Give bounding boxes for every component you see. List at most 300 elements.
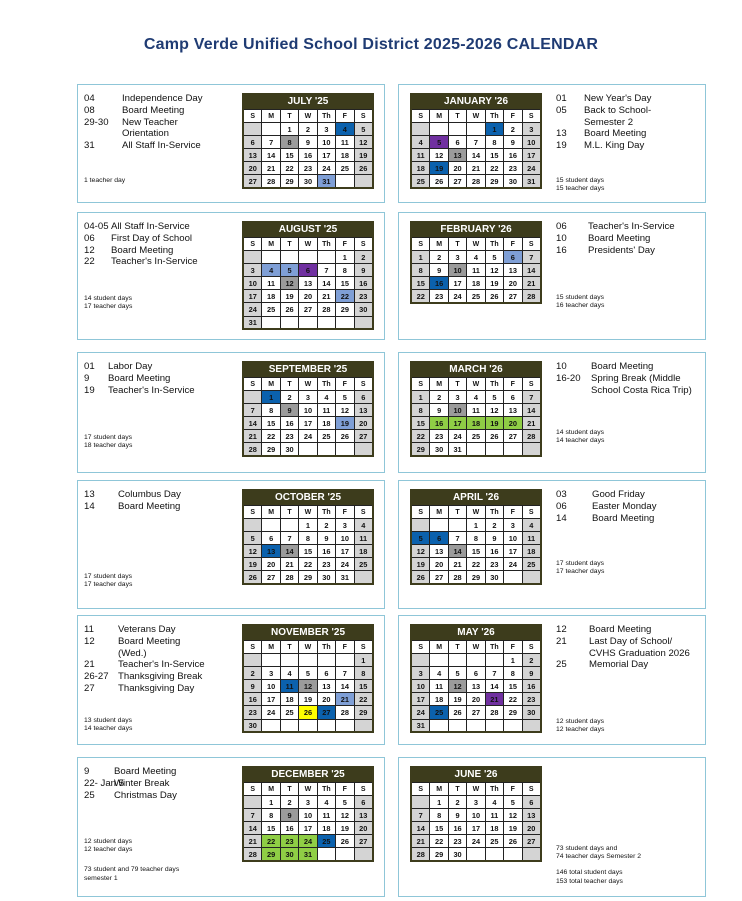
day-cell: 5 [280, 264, 298, 277]
week-row [244, 417, 373, 430]
day-cell: 5 [504, 796, 522, 809]
day-cell: 7 [467, 136, 485, 149]
day-cell: 14 [448, 545, 466, 558]
day-cell: 3 [467, 796, 485, 809]
month-calendar-jul [243, 94, 373, 189]
week-row [412, 809, 541, 822]
day-cell: 24 [262, 706, 280, 719]
day-cell: 14 [522, 404, 540, 417]
weekday-label: M [430, 378, 448, 391]
day-cell: 27 [354, 430, 372, 443]
event-date: 01 [84, 361, 95, 372]
day-cell: 17 [467, 822, 485, 835]
day-cell: 1 [412, 391, 430, 404]
weekday-label: Th [317, 110, 335, 123]
day-cell: 9 [354, 264, 372, 277]
event-line [556, 245, 736, 257]
day-count-note: 15 student days [556, 294, 604, 301]
day-cell: 15 [504, 680, 522, 693]
day-cell: 28 [412, 848, 430, 861]
empty-cell [485, 719, 503, 732]
week-row [412, 149, 541, 162]
event-line [84, 489, 244, 501]
event-date: 16 [556, 244, 567, 256]
event-date: 25 [84, 789, 95, 801]
day-cell: 9 [430, 404, 448, 417]
month-header: DECEMBER '25 [243, 767, 373, 782]
day-cell: 5 [412, 532, 430, 545]
day-cell: 25 [262, 303, 280, 316]
week-row [244, 519, 373, 532]
week-row [412, 719, 541, 732]
week-row [412, 545, 541, 558]
weekday-row [412, 641, 541, 654]
month-header: JANUARY '26 [411, 94, 541, 109]
day-cell: 31 [522, 175, 540, 188]
week-row [244, 404, 373, 417]
empty-cell [299, 443, 317, 456]
event-title: Spring Break (Middle [591, 372, 681, 384]
event-date: 12 [84, 635, 95, 647]
weekday-label: W [467, 783, 485, 796]
day-cell: 12 [504, 809, 522, 822]
day-cell: 22 [299, 558, 317, 571]
day-cell: 14 [522, 264, 540, 277]
day-cell: 15 [280, 149, 298, 162]
weekday-label: T [448, 110, 466, 123]
weekday-label: W [467, 110, 485, 123]
day-cell: 29 [262, 848, 280, 861]
empty-cell [467, 123, 485, 136]
day-count-note: 74 teacher days Semester 2 [556, 853, 642, 861]
day-cell: 16 [485, 545, 503, 558]
day-cell: 17 [336, 545, 354, 558]
week-row [244, 430, 373, 443]
week-row [244, 303, 373, 316]
day-cell: 14 [317, 277, 335, 290]
weekday-label: S [354, 378, 372, 391]
event-title: Teacher's In-Service [118, 659, 205, 671]
day-cell: 14 [485, 680, 503, 693]
day-cell: 13 [317, 680, 335, 693]
day-cell: 12 [448, 680, 466, 693]
day-cell: 12 [354, 136, 372, 149]
empty-cell [336, 443, 354, 456]
day-cell: 5 [430, 136, 448, 149]
day-cell: 25 [317, 835, 335, 848]
day-count-note: 17 teacher days [556, 568, 605, 576]
event-line [556, 221, 736, 233]
weekday-label: W [467, 238, 485, 251]
empty-cell [280, 316, 298, 329]
day-cell: 9 [522, 667, 540, 680]
empty-cell [504, 571, 522, 584]
day-cell: 12 [485, 264, 503, 277]
empty-cell [467, 654, 485, 667]
day-cell: 26 [448, 706, 466, 719]
day-cell: 24 [467, 835, 485, 848]
event-line [556, 93, 736, 105]
day-cell: 25 [467, 430, 485, 443]
weekday-label: S [412, 506, 430, 519]
day-cell: 22 [430, 835, 448, 848]
event-line [84, 624, 244, 636]
day-cell: 24 [299, 835, 317, 848]
day-cell: 3 [412, 667, 430, 680]
event-date: 21 [556, 635, 567, 647]
day-cell: 4 [280, 667, 298, 680]
day-cell: 1 [262, 796, 280, 809]
month-calendar-sep [243, 362, 373, 457]
weekday-label: Th [485, 641, 503, 654]
event-title: All Staff In-Service [111, 221, 190, 232]
day-cell: 8 [504, 667, 522, 680]
event-line [84, 671, 244, 683]
empty-cell [467, 848, 485, 861]
day-cell: 23 [448, 835, 466, 848]
day-cell: 1 [485, 123, 503, 136]
day-cell: 24 [448, 290, 466, 303]
day-cell: 19 [244, 558, 262, 571]
day-cell: 7 [317, 264, 335, 277]
day-cell: 8 [262, 404, 280, 417]
weekday-label: S [412, 378, 430, 391]
empty-cell [299, 316, 317, 329]
day-cell: 26 [244, 571, 262, 584]
event-line [84, 233, 244, 245]
day-cell: 1 [262, 391, 280, 404]
day-cell: 29 [262, 443, 280, 456]
day-cell: 8 [280, 136, 298, 149]
week-row [244, 532, 373, 545]
weekday-label: W [467, 378, 485, 391]
month-grid [411, 782, 541, 862]
event-date: 9 [84, 766, 90, 777]
event-line [84, 245, 244, 257]
day-cell: 28 [280, 571, 298, 584]
day-cell: 23 [522, 693, 540, 706]
day-cell: 30 [430, 443, 448, 456]
day-cell: 7 [336, 667, 354, 680]
empty-cell [467, 443, 485, 456]
total-days-note: 73 student and 79 teacher days [84, 866, 180, 873]
event-title: Memorial Day [589, 659, 649, 671]
weekday-label: M [262, 238, 280, 251]
day-cell: 16 [244, 693, 262, 706]
week-row [244, 136, 373, 149]
month-grid [411, 377, 541, 457]
day-cell: 14 [467, 149, 485, 162]
week-row [412, 693, 541, 706]
day-cell: 14 [412, 822, 430, 835]
week-row [244, 277, 373, 290]
event-line [556, 636, 736, 648]
day-cell: 15 [485, 149, 503, 162]
day-cell: 4 [412, 136, 430, 149]
empty-cell [430, 123, 448, 136]
empty-cell [280, 519, 298, 532]
day-cell: 15 [354, 680, 372, 693]
day-cell: 27 [299, 303, 317, 316]
day-cell: 3 [299, 796, 317, 809]
day-cell: 27 [504, 430, 522, 443]
day-cell: 9 [485, 532, 503, 545]
week-row [412, 532, 541, 545]
empty-cell [354, 719, 372, 732]
week-row [412, 162, 541, 175]
day-cell: 7 [448, 532, 466, 545]
day-cell: 3 [299, 391, 317, 404]
month-grid [411, 640, 541, 733]
week-row [412, 571, 541, 584]
day-cell: 22 [262, 835, 280, 848]
day-cell: 12 [280, 277, 298, 290]
week-row [412, 277, 541, 290]
empty-cell [522, 848, 540, 861]
day-cell: 23 [430, 290, 448, 303]
weekday-label: F [336, 783, 354, 796]
empty-cell [430, 654, 448, 667]
day-cell: 1 [430, 796, 448, 809]
day-cell: 11 [467, 404, 485, 417]
event-line [84, 140, 244, 152]
total-days-note: 146 total student days [556, 869, 623, 876]
day-cell: 8 [430, 809, 448, 822]
weekday-label: T [280, 641, 298, 654]
day-cell: 11 [262, 277, 280, 290]
day-count-note: 15 teacher days [556, 185, 605, 193]
day-cell: 19 [430, 162, 448, 175]
event-title: Labor Day [108, 361, 153, 372]
day-count-note: 17 student days [84, 573, 132, 580]
day-cell: 28 [317, 303, 335, 316]
month-header: APRIL '26 [411, 490, 541, 505]
event-date: 05 [556, 104, 567, 116]
weekday-row [244, 783, 373, 796]
day-count-note: 12 student days [556, 718, 604, 725]
weekday-label: S [522, 641, 540, 654]
day-cell: 15 [299, 545, 317, 558]
event-title: Good Friday [592, 489, 645, 500]
event-title: New Year's Day [584, 93, 652, 104]
day-cell: 17 [448, 417, 466, 430]
day-cell: 17 [448, 277, 466, 290]
day-cell: 30 [317, 571, 335, 584]
day-cell: 31 [412, 719, 430, 732]
event-line [556, 128, 736, 140]
week-row [244, 162, 373, 175]
day-cell: 24 [317, 162, 335, 175]
month-header: MAY '26 [411, 625, 541, 640]
weekday-label: Th [317, 506, 335, 519]
day-cell: 19 [354, 149, 372, 162]
day-cell: 4 [467, 391, 485, 404]
day-cell: 7 [522, 251, 540, 264]
day-cell: 25 [430, 706, 448, 719]
day-cell: 7 [244, 809, 262, 822]
month-grid [243, 782, 373, 862]
day-cell: 27 [522, 835, 540, 848]
total-days-note: semester 1 [84, 874, 118, 882]
empty-cell [354, 848, 372, 861]
week-row [412, 404, 541, 417]
day-cell: 8 [262, 809, 280, 822]
day-cell: 6 [467, 667, 485, 680]
event-title: Teacher's In-Service [111, 256, 198, 268]
event-date: 19 [556, 140, 567, 152]
day-cell: 6 [354, 796, 372, 809]
event-date: 06 [556, 500, 567, 512]
weekday-row [244, 378, 373, 391]
empty-cell [522, 443, 540, 456]
day-cell: 26 [412, 571, 430, 584]
day-cell: 19 [485, 277, 503, 290]
day-cell: 4 [317, 796, 335, 809]
event-date: 10 [556, 232, 567, 244]
day-cell: 9 [317, 532, 335, 545]
week-row [412, 848, 541, 861]
empty-cell [354, 316, 372, 329]
weekday-label: M [430, 783, 448, 796]
event-title: Columbus Day [118, 489, 181, 500]
event-title: Teacher's In-Service [588, 221, 675, 232]
empty-cell [262, 519, 280, 532]
event-date: 06 [556, 221, 567, 232]
empty-cell [244, 251, 262, 264]
day-count-note: 16 teacher days [556, 302, 605, 310]
day-cell: 10 [467, 809, 485, 822]
week-row [412, 558, 541, 571]
week-row [412, 391, 541, 404]
weekday-label: S [522, 378, 540, 391]
day-cell: 6 [354, 391, 372, 404]
day-cell: 20 [299, 290, 317, 303]
day-count-note: 12 teacher days [556, 726, 605, 734]
weekday-row [244, 641, 373, 654]
empty-cell [299, 719, 317, 732]
weekday-label: S [354, 110, 372, 123]
weekday-label: F [504, 378, 522, 391]
event-line [556, 489, 736, 501]
day-cell: 23 [317, 558, 335, 571]
event-date: 9 [84, 372, 90, 384]
day-count-note: 15 student days [556, 177, 604, 184]
month-calendar-may [411, 625, 541, 733]
day-cell: 18 [262, 290, 280, 303]
week-row [244, 706, 373, 719]
empty-cell [448, 519, 466, 532]
day-count-note: 1 teacher day [84, 177, 126, 184]
day-cell: 16 [280, 417, 298, 430]
day-cell: 17 [299, 822, 317, 835]
day-cell: 10 [522, 136, 540, 149]
weekday-label: S [244, 238, 262, 251]
day-cell: 31 [448, 443, 466, 456]
weekday-label: T [448, 378, 466, 391]
event-date: 04 [84, 93, 95, 104]
day-cell: 19 [448, 693, 466, 706]
weekday-label: S [522, 783, 540, 796]
day-cell: 11 [354, 532, 372, 545]
event-line [556, 648, 736, 660]
day-count-note: 13 student days [84, 717, 132, 724]
day-cell: 1 [280, 123, 298, 136]
weekday-label: W [299, 783, 317, 796]
weekday-label: Th [485, 110, 503, 123]
day-cell: 5 [244, 532, 262, 545]
event-date: 27 [84, 683, 95, 694]
weekday-row [244, 238, 373, 251]
empty-cell [262, 719, 280, 732]
day-cell: 16 [430, 277, 448, 290]
day-count-note: 17 student days [84, 434, 132, 441]
day-cell: 22 [280, 162, 298, 175]
day-cell: 23 [430, 430, 448, 443]
day-cell: 28 [262, 175, 280, 188]
day-cell: 9 [299, 136, 317, 149]
event-line [84, 790, 244, 802]
day-cell: 11 [336, 136, 354, 149]
day-cell: 8 [336, 264, 354, 277]
day-count-note: 18 teacher days [84, 442, 133, 450]
day-cell: 25 [467, 290, 485, 303]
weekday-label: S [412, 641, 430, 654]
day-cell: 20 [504, 277, 522, 290]
month-grid [243, 505, 373, 585]
empty-cell [244, 391, 262, 404]
weekday-label: S [244, 378, 262, 391]
week-row [244, 545, 373, 558]
month-calendar-oct [243, 490, 373, 585]
day-cell: 29 [299, 571, 317, 584]
day-cell: 4 [522, 519, 540, 532]
day-cell: 19 [336, 417, 354, 430]
day-cell: 27 [262, 571, 280, 584]
week-row [244, 264, 373, 277]
weekday-label: S [244, 506, 262, 519]
day-cell: 6 [244, 136, 262, 149]
day-cell: 25 [280, 706, 298, 719]
day-cell: 19 [336, 822, 354, 835]
weekday-label: F [336, 506, 354, 519]
week-row [412, 822, 541, 835]
weekday-label: S [354, 783, 372, 796]
day-cell: 13 [504, 404, 522, 417]
day-cell: 18 [354, 545, 372, 558]
day-cell: 12 [299, 680, 317, 693]
weekday-label: S [412, 110, 430, 123]
weekday-label: S [354, 641, 372, 654]
day-cell: 27 [504, 290, 522, 303]
day-cell: 27 [244, 175, 262, 188]
day-cell: 15 [430, 822, 448, 835]
event-line [84, 778, 244, 790]
weekday-label: T [280, 378, 298, 391]
week-row [412, 430, 541, 443]
day-cell: 2 [317, 519, 335, 532]
day-cell: 11 [485, 809, 503, 822]
day-cell: 28 [244, 443, 262, 456]
day-cell: 4 [354, 519, 372, 532]
day-cell: 10 [504, 532, 522, 545]
weekday-label: W [299, 506, 317, 519]
day-cell: 6 [504, 391, 522, 404]
day-cell: 30 [485, 571, 503, 584]
weekday-label: S [522, 238, 540, 251]
event-title: Orientation [122, 128, 169, 140]
day-cell: 19 [412, 558, 430, 571]
empty-cell [354, 571, 372, 584]
